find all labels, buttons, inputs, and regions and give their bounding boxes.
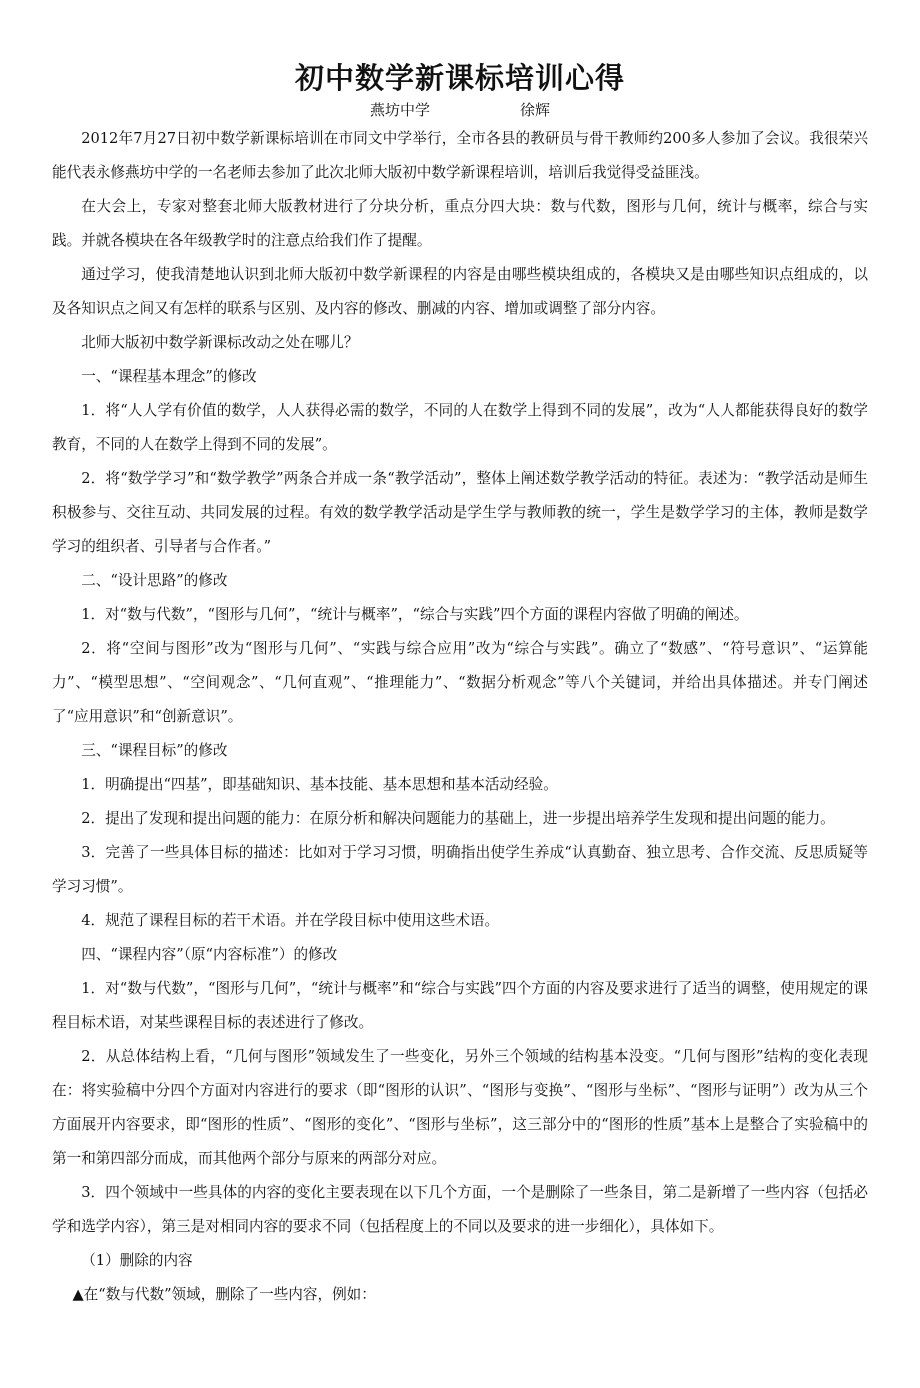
section-heading: 四、“课程内容”（原“内容标准”）的修改 [81, 946, 338, 963]
paragraph: 3．完善了一些具体目标的描述：比如对于学习习惯，明确指出使学生养成“认真勤奋、独立思考、合作交流、反思质疑等学习习惯”。 [52, 844, 868, 895]
page-title: 初中数学新课标培训心得 [294, 61, 625, 95]
paragraph: 1．对“数与代数”，“图形与几何”，“统计与概率”和“综合与实践”四个方面的内容及要求进行了适当的调整，使用规定的课程目标术语，对某些课程目标的表述进行了修改。 [52, 980, 868, 1031]
document-body [52, 122, 868, 1312]
paragraph: ▲在“数与代数”领域，删除了一些内容，例如： [72, 1286, 376, 1303]
section-heading: 一、“课程基本理念”的修改 [81, 368, 257, 385]
paragraph: 在大会上，专家对整套北师大版教材进行了分块分析，重点分四大块：数与代数，图形与几何，统计与概率，综合与实践。并就各模块在各年级教学时的注意点给我们作了提醒。 [52, 198, 868, 249]
section-heading: 三、“课程目标”的修改 [81, 742, 228, 759]
paragraph: 通过学习，使我清楚地认识到北师大版初中数学新课程的内容是由哪些模块组成的，各模块又是由哪些知识点组成的，以及各知识点之间又有怎样的联系与区别、及内容的修改、删减的内容、增加或调整了部分内容。 [52, 266, 868, 317]
byline [52, 98, 868, 122]
paragraph: 2012年7月27日初中数学新课标培训在市同文中学举行，全市各县的教研员与骨干教师约200多人参加了会议。我很荣兴能代表永修燕坊中学的一名老师去参加了此次北师大版初中数学新课程培训，培训后我觉得受益匪浅。 [52, 130, 868, 181]
author-name: 徐辉 [520, 101, 551, 119]
paragraph: 2．将“空间与图形”改为“图形与几何”、“实践与综合应用”改为“综合与实践”。确立了“数感”、“符号意识”、“运算能力”、“模型思想”、“空间观念”、“几何直观”、“推理能力”、“数据分析观念”等八个关键词，并给出具体描述。并专门阐述了“应用意识”和“创新意识”。 [52, 640, 868, 725]
paragraph: 2．将“数学学习”和“数学教学”两条合并成一条“教学活动”，整体上阐述数学教学活动的特征。表述为：“教学活动是师生积极参与、交往互动、共同发展的过程。有效的数学教学活动是学生学与教师教的统一，学生是数学学习的主体，教师是数学学习的组织者、引导者与合作者。” [52, 470, 868, 555]
paragraph: 3．四个领域中一些具体的内容的变化主要表现在以下几个方面，一个是删除了一些条目，第二是新增了一些内容（包括必学和选学内容），第三是对相同内容的要求不同（包括程度上的不同以及要求的进一步细化），具体如下。 [52, 1184, 868, 1235]
section-heading: 二、“设计思路”的修改 [81, 572, 228, 589]
paragraph: 1．对“数与代数”，“图形与几何”，“统计与概率”，“综合与实践”四个方面的课程内容做了明确的阐述。 [81, 606, 749, 623]
paragraph: 4．规范了课程目标的若干术语。并在学段目标中使用这些术语。 [81, 912, 500, 929]
paragraph: 1．明确提出“四基”，即基础知识、基本技能、基本思想和基本活动经验。 [81, 776, 558, 793]
paragraph: 2．从总体结构上看，“几何与图形”领域发生了一些变化，另外三个领域的结构基本没变。“几何与图形”结构的变化表现在：将实验稿中分四个方面对内容进行的要求（即“图形的认识”、“图形与变换”、“图形与坐标”、“图形与证明”）改为从三个方面展开内容要求，即“图形的性质”、“图形的变化”、“图形与坐标”，这三部分中的“图形的性质”基本上是整合了实验稿中的第一和第四部分而成，而其他两个部分与原来的两部分对应。 [52, 1048, 868, 1167]
school-name: 燕坊中学 [369, 101, 430, 119]
paragraph: 北师大版初中数学新课标改动之处在哪儿？ [81, 334, 359, 351]
paragraph: 1．将“人人学有价值的数学，人人获得必需的数学，不同的人在数学上得到不同的发展”，改为“人人都能获得良好的数学教育，不同的人在数学上得到不同的发展”。 [52, 402, 868, 453]
sub-heading: （1）删除的内容 [81, 1252, 193, 1269]
paragraph: 2．提出了发现和提出问题的能力：在原分析和解决问题能力的基础上，进一步提出培养学生发现和提出问题的能力。 [81, 810, 835, 827]
